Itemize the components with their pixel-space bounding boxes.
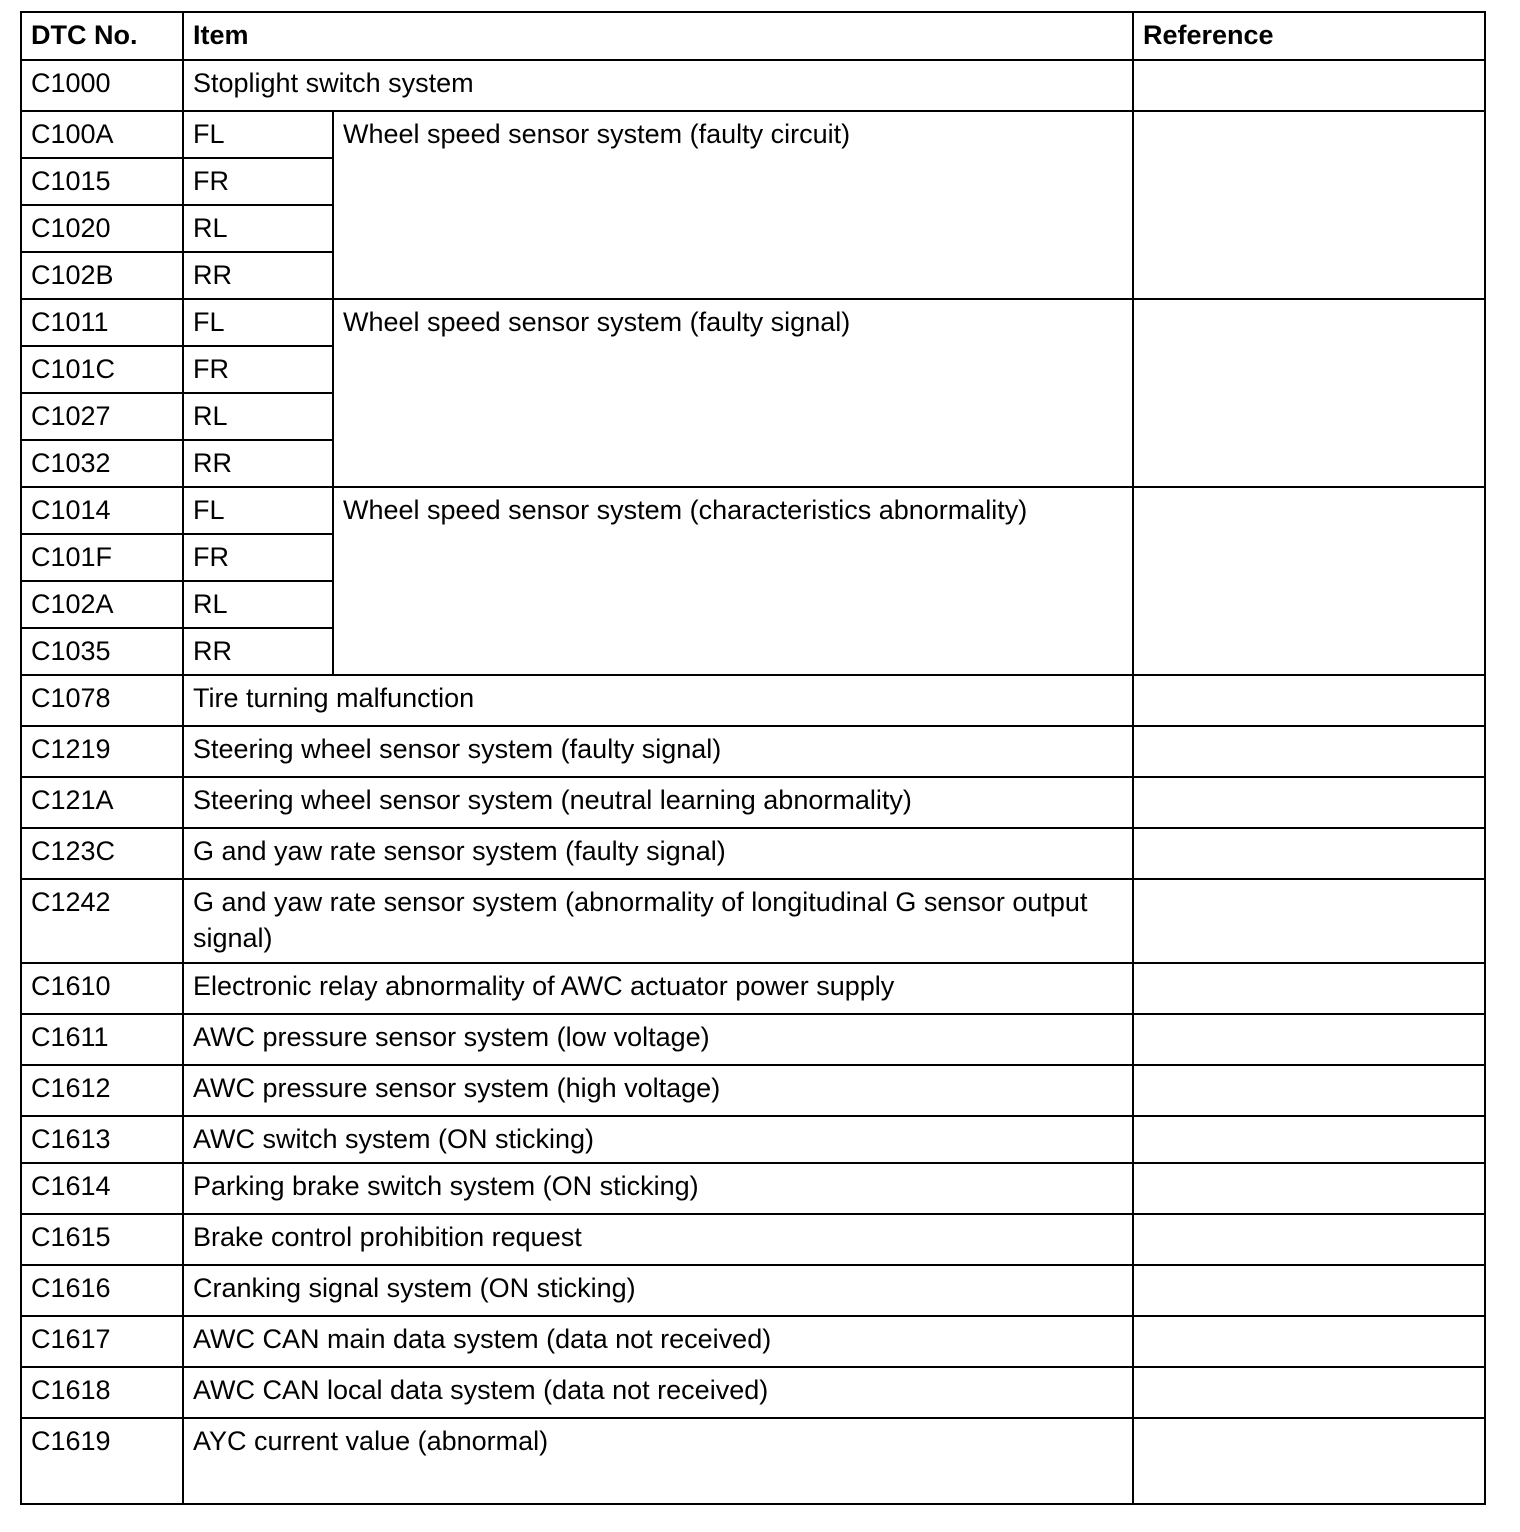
reference-cell	[1133, 1265, 1485, 1316]
dtc-code: C102A	[21, 581, 183, 628]
wheel-position: RR	[183, 252, 333, 299]
reference-cell	[1133, 1367, 1485, 1418]
reference-cell	[1133, 828, 1485, 879]
dtc-code: C1014	[21, 487, 183, 534]
reference-cell	[1133, 1214, 1485, 1265]
table-row	[21, 1214, 1485, 1265]
item-description: AWC pressure sensor system (high voltage)	[183, 1065, 1133, 1116]
table-row	[21, 1316, 1485, 1367]
item-description: G and yaw rate sensor system (faulty signal)	[183, 828, 1133, 879]
table-row	[21, 1418, 1485, 1504]
table-row	[21, 487, 1485, 534]
table-row	[21, 111, 1485, 158]
wheel-position: RL	[183, 393, 333, 440]
dtc-code: C1614	[21, 1163, 183, 1214]
reference-cell	[1133, 111, 1485, 299]
reference-cell	[1133, 675, 1485, 726]
reference-cell	[1133, 1316, 1485, 1367]
item-description: AWC pressure sensor system (low voltage)	[183, 1014, 1133, 1065]
table-row	[21, 777, 1485, 828]
item-description: Parking brake switch system (ON sticking)	[183, 1163, 1133, 1214]
item-description: Wheel speed sensor system (faulty circuit)	[333, 111, 1133, 299]
dtc-code: C1618	[21, 1367, 183, 1418]
reference-cell	[1133, 1116, 1485, 1163]
dtc-code: C1619	[21, 1418, 183, 1504]
item-description: Steering wheel sensor system (neutral learning abnormality)	[183, 777, 1133, 828]
dtc-code: C1032	[21, 440, 183, 487]
dtc-code: C1027	[21, 393, 183, 440]
table-row	[21, 828, 1485, 879]
table-row	[21, 963, 1485, 1014]
reference-cell	[1133, 60, 1485, 111]
table-row	[21, 1163, 1485, 1214]
item-description: AWC CAN local data system (data not received)	[183, 1367, 1133, 1418]
wheel-position: RR	[183, 440, 333, 487]
item-description: Tire turning malfunction	[183, 675, 1133, 726]
dtc-code: C1078	[21, 675, 183, 726]
item-description: AWC CAN main data system (data not received)	[183, 1316, 1133, 1367]
item-description: Stoplight switch system	[183, 60, 1133, 111]
item-description: Wheel speed sensor system (characteristics abnormality)	[333, 487, 1133, 675]
header-reference: Reference	[1133, 12, 1485, 60]
wheel-position: RL	[183, 205, 333, 252]
table-row	[21, 1065, 1485, 1116]
wheel-position: RR	[183, 628, 333, 675]
dtc-code: C1613	[21, 1116, 183, 1163]
item-description: Cranking signal system (ON sticking)	[183, 1265, 1133, 1316]
table-row	[21, 726, 1485, 777]
item-description: AWC switch system (ON sticking)	[183, 1116, 1133, 1163]
dtc-code: C1616	[21, 1265, 183, 1316]
item-description: AYC current value (abnormal)	[183, 1418, 1133, 1504]
dtc-code: C101F	[21, 534, 183, 581]
dtc-code: C1020	[21, 205, 183, 252]
dtc-code: C1011	[21, 299, 183, 346]
reference-cell	[1133, 1014, 1485, 1065]
header-item: Item	[183, 12, 1133, 60]
dtc-code: C123C	[21, 828, 183, 879]
header-dtc-no: DTC No.	[21, 12, 183, 60]
item-description: Wheel speed sensor system (faulty signal)	[333, 299, 1133, 487]
dtc-table	[20, 11, 1486, 1505]
wheel-position: FR	[183, 158, 333, 205]
wheel-position: FR	[183, 346, 333, 393]
dtc-code: C101C	[21, 346, 183, 393]
dtc-code: C1612	[21, 1065, 183, 1116]
dtc-code: C1610	[21, 963, 183, 1014]
table-row	[21, 879, 1485, 963]
table-row	[21, 1116, 1485, 1163]
dtc-code: C1611	[21, 1014, 183, 1065]
wheel-position: FR	[183, 534, 333, 581]
reference-cell	[1133, 777, 1485, 828]
wheel-position: FL	[183, 299, 333, 346]
table-row	[21, 675, 1485, 726]
reference-cell	[1133, 487, 1485, 675]
table-row	[21, 1014, 1485, 1065]
item-description: Electronic relay abnormality of AWC actuator power supply	[183, 963, 1133, 1014]
dtc-code: C102B	[21, 252, 183, 299]
reference-cell	[1133, 299, 1485, 487]
table-row	[21, 60, 1485, 111]
reference-cell	[1133, 1065, 1485, 1116]
item-description: Brake control prohibition request	[183, 1214, 1133, 1265]
reference-cell	[1133, 1418, 1485, 1504]
dtc-code: C121A	[21, 777, 183, 828]
wheel-position: FL	[183, 111, 333, 158]
table-row	[21, 1367, 1485, 1418]
item-description: Steering wheel sensor system (faulty signal)	[183, 726, 1133, 777]
dtc-code: C1000	[21, 60, 183, 111]
dtc-code: C1219	[21, 726, 183, 777]
dtc-code: C1242	[21, 879, 183, 963]
wheel-position: FL	[183, 487, 333, 534]
dtc-code: C1615	[21, 1214, 183, 1265]
dtc-code: C1617	[21, 1316, 183, 1367]
dtc-code: C1035	[21, 628, 183, 675]
table-row	[21, 299, 1485, 346]
reference-cell	[1133, 879, 1485, 963]
dtc-code: C100A	[21, 111, 183, 158]
header-row	[21, 12, 1485, 60]
wheel-position: RL	[183, 581, 333, 628]
item-description: G and yaw rate sensor system (abnormality of longitudinal G sensor output signal)	[183, 879, 1133, 963]
dtc-code: C1015	[21, 158, 183, 205]
table-row	[21, 1265, 1485, 1316]
reference-cell	[1133, 963, 1485, 1014]
reference-cell	[1133, 1163, 1485, 1214]
reference-cell	[1133, 726, 1485, 777]
